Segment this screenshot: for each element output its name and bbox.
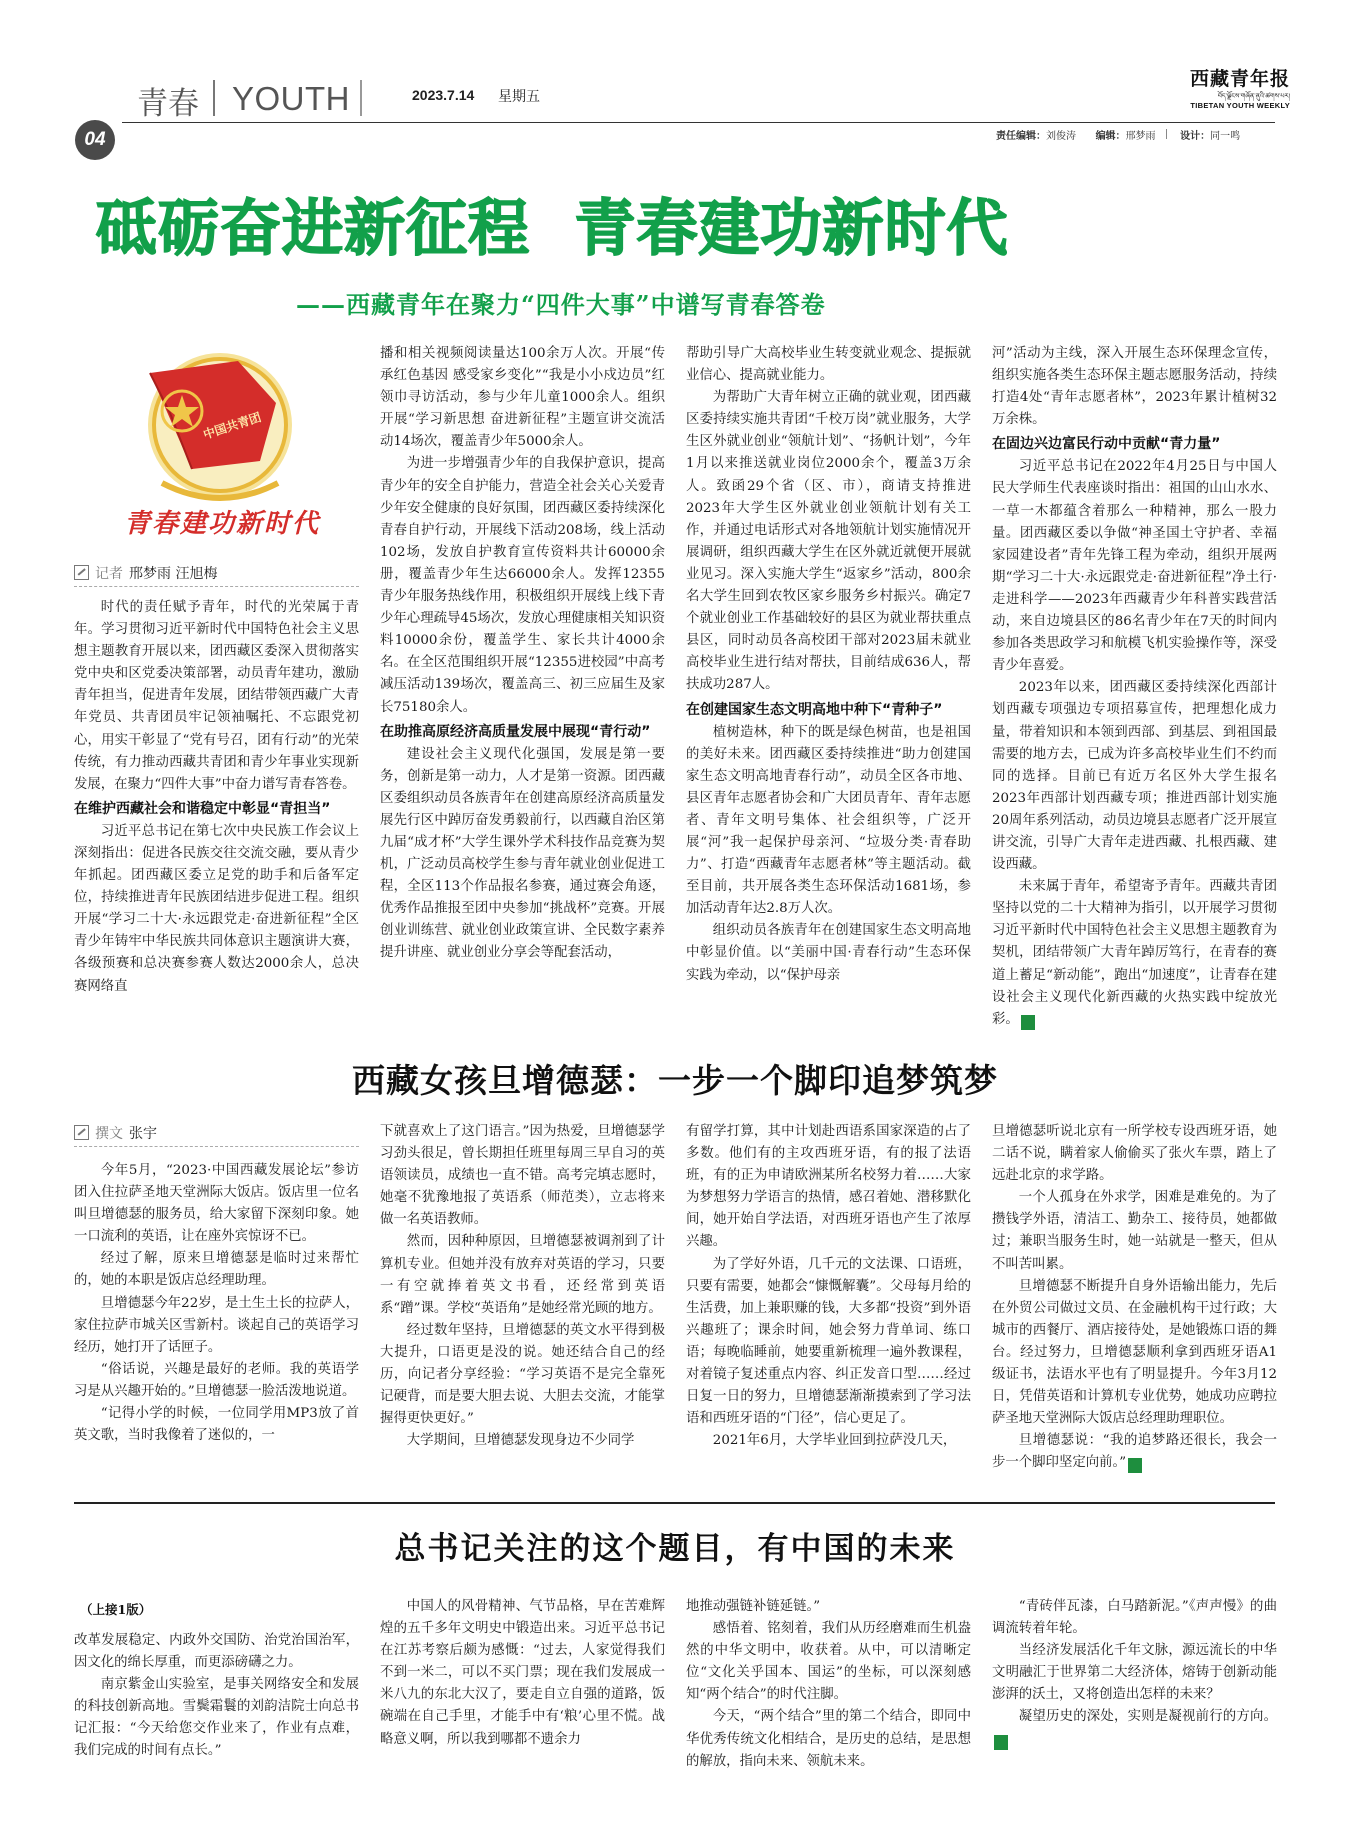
paragraph <box>992 1430 1277 1474</box>
article2-column-4 <box>992 1121 1277 1491</box>
paragraph-text: 旦增德瑟说：“我的追梦路还很长，我会一步一个脚印坚定向前。” <box>992 1433 1277 1471</box>
paragraph-text: 凝望历史的深处，实则是凝视前行的方向。 <box>1018 1709 1277 1725</box>
header-rule <box>122 122 1275 123</box>
paragraph-text: 大学期间，旦增德瑟发现身边不少同学 <box>406 1433 635 1449</box>
credit-name: 同一鸣 <box>1210 131 1241 142</box>
article1-headline: 砥砺奋进新征程 青春建功新时代 <box>96 193 1009 264</box>
paragraph <box>992 456 1277 677</box>
paragraph-text: 在维护西藏社会和谐稳定中彰显“青担当” <box>74 800 331 817</box>
paragraph-text: 有留学打算，其中计划赴西语系国家深造的占了多数。他们有的主攻西班牙语，有的报了法语班，有的正为申请欧洲某所名校努力着……大家为梦想努力学语言的热情，感召着她、潜移默化间，她开始自学法语，对西班牙语也产生了浓厚兴趣。 <box>686 1124 971 1250</box>
paragraph-text: 旦增德瑟听说北京有一所学校专设西班牙语，她二话不说，瞒着家人偷偷买了张火车票，踏上了远赴北京的求学路。 <box>992 1124 1277 1184</box>
paragraph-text: 播和相关视频阅读量达100余万人次。开展“传承红色基因 感受家乡变化”“我是小小戍边员”红领巾寻访活动，参与少年儿童1000余人。组织开展“学习新思想 奋进新征程”主题宣讲交流活动14场次，覆盖青少年5000余人。 <box>380 346 665 450</box>
paragraph <box>992 1187 1277 1275</box>
paragraph <box>686 1618 971 1706</box>
paragraph-text: 南京紫金山实验室，是事关网络安全和发展的科技创新高地。雪鬓霜鬟的刘韵洁院士向总书记汇报：“今天给您交作业来了，作业有点难，我们完成的时间有点长。” <box>74 1677 359 1759</box>
article2-byline <box>74 1123 157 1143</box>
paragraph-text: 未来属于青年，希望寄予青年。西藏共青团坚持以党的二十大精神为指引，以开展学习贯彻习近平新时代中国特色社会主义思想主题教育为契机，团结带领广大青年踔厉笃行，在青春的赛道上蓄足“新动能”，跑出“加速度”，让青春在建设社会主义现代化新西藏的火热实践中绽放光彩。 <box>992 879 1277 1027</box>
credit-label: 责任编辑： <box>996 131 1046 142</box>
page-header <box>0 0 1350 160</box>
article3-column-3 <box>686 1596 971 1810</box>
paragraph-text: 植树造林，种下的既是绿色树苗，也是祖国的美好未来。团西藏区委持续推进“助力创建国家生态文明高地青春行动”，动员全区各市地、县区青年志愿者协会和广大团员青年、青年志愿者、青年文明号集体、社会组织等，广泛开展“河”我一起保护母亲河、“垃圾分类·青春助力”、打造“西藏青年志愿者林”等主题活动。截至目前，共开展各类生态环保活动1681场，参加活动青年达2.8万人次。 <box>686 724 971 917</box>
issue-weekday: 星期五 <box>498 88 540 104</box>
paragraph <box>686 1254 971 1431</box>
subheading <box>74 799 359 819</box>
byline-divider <box>74 586 359 587</box>
paragraph <box>74 1293 359 1359</box>
paragraph <box>686 387 971 696</box>
paper-name-en: TIBETAN YOUTH WEEKLY <box>1190 101 1290 110</box>
paragraph-text: 时代的责任赋予青年，时代的光荣属于青年。学习贯彻习近平新时代中国特色社会主义思想主题教育开展以来，团西藏区委深入贯彻落实党中央和区党委决策部署，动员青年建功，激励青年担当，促进青年发展，团结带领西藏广大青年党员、共青团员牢记领袖嘱托、不忘跟党初心，用实干彰显了“党有号召，团有行动”的光荣传统，有力推动西藏共青团和青少年事业实现新发展，在聚力“四件大事”中奋力谱写青春答卷。 <box>74 600 359 792</box>
section-rule <box>74 1502 1275 1504</box>
paragraph-text: 当经济发展活化千年文脉，源远流长的中华文明融汇于世界第二大经济体，熔铸于创新动能澎湃的沃土，又将创造出怎样的未来？ <box>992 1643 1277 1703</box>
article1-column-4 <box>992 343 1277 1033</box>
paragraph <box>74 1674 359 1762</box>
editor-credits <box>996 127 1240 142</box>
paragraph <box>686 1430 971 1452</box>
paragraph <box>380 1121 665 1231</box>
paragraph-text: “俗话说，兴趣是最好的老师。我的英语学习是从兴趣开始的。”旦增德瑟一脸活泼地说道。 <box>74 1361 359 1399</box>
paragraph-text: 组织动员各族青年在创建国家生态文明高地中彰显价值。以“美丽中国·青春行动”生态环保实践为牵动，以“保护母亲 <box>686 923 971 983</box>
paragraph <box>380 1430 665 1452</box>
paragraph <box>992 1706 1277 1750</box>
credit-label: 编辑： <box>1095 131 1126 142</box>
byline-names: 张宇 <box>129 1126 157 1142</box>
masthead <box>1160 64 1290 110</box>
paragraph-text: 旦增德瑟不断提升自身外语输出能力，先后在外贸公司做过文员、在金融机构干过行政；大城市的西餐厅、酒店接待处，是她锻炼口语的舞台。经过努力，旦增德瑟顺利拿到西班牙语A1级证书，法语水平也有了明显提升。今年3月12日，凭借英语和计算机专业优势，她成功应聘拉萨圣地天堂洲际大饭店总经理助理职位。 <box>992 1278 1277 1427</box>
paragraph-text: 一个人孤身在外求学，困难是难免的。为了攒钱学外语，清洁工、勤杂工、接待员，她都做过；兼职当服务生时，她一站就是一整天，但从不叫苦叫累。 <box>992 1190 1277 1272</box>
paragraph <box>992 1121 1277 1187</box>
paragraph <box>686 343 971 387</box>
paragraph <box>74 1248 359 1292</box>
paragraph-text: “记得小学的时候，一位同学用MP3放了首英文歌，当时我像着了迷似的，一 <box>74 1406 359 1444</box>
end-mark-icon: ⚑ <box>1128 1458 1142 1473</box>
paragraph-text: 习近平总书记在2022年4月25日与中国人民大学师生代表座谈时指出：祖国的山山水水、一草一木都蕴含着那么一种精神，那么一股力量。团西藏区委以争做“神圣国土守护者、幸福家园建设者”青年先锋工程为牵动，组织开展两期“学习二十大·永远跟党走·奋进新征程”净土行·走进科学——2023年西藏青少年科普实践营活动，来自边境县区的86名青少年在7天的时间内参加各类思政学习和航模飞机实验操作等，深受青少年喜爱。 <box>992 459 1277 674</box>
paragraph <box>992 876 1277 1031</box>
paragraph-text: 然而，因种种原因，旦增德瑟被调剂到了计算机专业。但她并没有放弃对英语的学习，只要一有空就捧着英文书看，还经常到英语系“蹭”课。学校“英语角”是她经常光顾的地方。 <box>380 1234 665 1316</box>
section-divider-right <box>360 80 362 116</box>
paragraph <box>686 1596 971 1618</box>
logo-caption: 青春建功新时代 <box>124 509 321 539</box>
paragraph <box>686 920 971 986</box>
paragraph-text: 在创建国家生态文明高地中种下“青种子” <box>686 701 943 718</box>
article1-column-2 <box>380 343 665 1033</box>
section-divider <box>213 80 215 116</box>
paragraph-text: 今年5月，“2023·中国西藏发展论坛”参访团入住拉萨圣地天堂洲际大饭店。饭店里一位名叫旦增德瑟的服务员，给大家留下深刻印象。她一口流利的英语，让在座外宾惊讶不已。 <box>74 1163 359 1245</box>
paragraph <box>74 821 359 998</box>
issue-date: 2023.7.14 <box>412 87 475 103</box>
paragraph-text: 感悟着、铭刻着，我们从历经磨难而生机盎然的中华文明中，收获着。从中，可以清晰定位“文化关乎国本、国运”的坐标，可以深刻感知“两个结合”的时代注脚。 <box>686 1621 971 1703</box>
paragraph-text: 为进一步增强青少年的自我保护意识，提高青少年的安全自护能力，营造全社会关心关爱青少年安全健康的良好氛围，团西藏区委持续深化青春自护行动，开展线下活动208场，线上活动102场，发放自护教育宣传资料共计60000余册，覆盖青少年生达66000余人。发挥12355青少年服务热线作用，积极组织开展线上线下青少年心理疏导45场次，发放心理健康相关知识资料10000余份，覆盖学生、家长共计4000余名。在全区范围组织开展“12355进校园”中高考减压活动139场次，覆盖高三、初三应届生及家长75180余人。 <box>380 456 665 715</box>
subheading <box>992 434 1277 454</box>
paragraph <box>992 677 1277 876</box>
paragraph-text: 今天，“两个结合”里的第二个结合，即同中华优秀传统文化相结合，是历史的总结，是思想的解放，指向未来、领航未来。 <box>686 1709 971 1769</box>
article2-headline: 西藏女孩旦增德瑟：一步一个脚印追梦筑梦 <box>352 1061 998 1100</box>
paragraph-text: 2023年以来，团西藏区委持续深化西部计划西藏专项强边专项招募宣传，把理想化成力量，带着知识和本领到西部、到基层、到祖国最需要的地方去，已成为许多高校毕业生们不约而同的选择。目前已有近万名区外大学生报名2023年西部计划西藏专项；推进西部计划实施20周年系列活动，动员边境县志愿者广泛开展宣讲交流，引导广大青年走进西藏、扎根西藏、建设西藏。 <box>992 680 1277 873</box>
paragraph-text: 中国人的风骨精神、气节品格，早在苦难辉煌的五千多年文明史中锻造出来。习近平总书记在江苏考察后颇为感慨：“过去，人家觉得我们不到一米二，可以不买门票；现在我们发展成一米八九的东北大汉了，要走自立自强的道路，饭碗端在自己手里，才能手中有‘粮’心里不慌。战略意义啊，所以我到哪都不遗余力 <box>380 1599 665 1747</box>
paragraph <box>380 1320 665 1430</box>
paragraph <box>74 1160 359 1248</box>
paragraph <box>686 1121 971 1254</box>
paragraph-text: 帮助引导广大高校毕业生转变就业观念、提振就业信心、提高就业能力。 <box>686 346 971 384</box>
paragraph-text: 地推动强链补链延链。” <box>686 1599 821 1614</box>
paragraph-text: 习近平总书记在第七次中央民族工作会议上深刻指出：促进各民族交往交流交融，要从青少年抓起。团西藏区委立足党的助手和后备军定位，持续推进青年民族团结进步促进工程。组织开展“学习二十大·永远跟党走·奋进新征程”全区青少年铸牢中华民族共同体意识主题演讲大赛，各级预赛和总决赛参赛人数达2000余人，总决赛网络直 <box>74 823 359 994</box>
article1-byline <box>74 563 217 583</box>
subheading <box>686 700 971 720</box>
continuation-note: （上接1版） <box>80 1602 152 1617</box>
credit-name: 刘俊涛 <box>1046 131 1076 142</box>
paragraph-text: “青砖伴瓦漆，白马踏新泥。”《声声慢》的曲调流转着年轮。 <box>992 1599 1277 1637</box>
end-mark-icon: ⚑ <box>1021 1015 1035 1030</box>
end-mark-icon: ⚑ <box>994 1735 1008 1750</box>
paragraph <box>380 744 665 965</box>
byline-divider <box>74 1146 359 1147</box>
byline-names: 邢梦雨 汪旭梅 <box>129 566 218 582</box>
section-label-en: YOUTH <box>232 80 350 117</box>
paragraph <box>380 343 665 453</box>
pen-icon <box>74 565 89 580</box>
article1-column-3 <box>686 343 971 1033</box>
article3-column-1 <box>74 1630 359 1810</box>
paragraph-text: 改革发展稳定、内政外交国防、治党治国治军，因文化的绵长厚重，而更添磅礴之力。 <box>74 1633 359 1671</box>
paragraph <box>686 722 971 921</box>
paragraph <box>992 1596 1277 1640</box>
paragraph-text: 河”活动为主线，深入开展生态环保理念宣传，组织实施各类生态环保主题志愿服务活动，持续打造4处“青年志愿者林”，2023年累计植树32万余株。 <box>992 346 1277 428</box>
paragraph-text: 为了学好外语，几千元的文法课、口语班，只要有需要，她都会“慷慨解囊”。父母每月给的生活费，加上兼职赚的钱，大多都“投资”到外语兴趣班了；课余时间，她会努力背单词、练口语；每晚临睡前，她要重新梳理一遍外教课程，对着镜子复述重点内容、纠正发音口型……经过日复一日的努力，旦增德瑟渐渐摸索到了学习法语和西班牙语的“门径”，信心更足了。 <box>686 1256 971 1427</box>
article3-column-4 <box>992 1596 1277 1810</box>
article2-column-2 <box>380 1121 665 1491</box>
paragraph-text: 在助推高原经济高质量发展中展现“青行动” <box>380 723 651 740</box>
paragraph <box>380 1596 665 1751</box>
byline-tag: 撰文 <box>95 1126 123 1142</box>
paragraph-text: 经过数年坚持，旦增德瑟的英文水平得到极大提升，口语更是没的说。她还结合自己的经历，向记者分享经验：“学习英语不是完全靠死记硬背，而是要大胆去说、大胆去交流，才能掌握得更快更好。” <box>380 1322 665 1427</box>
paper-name-cn: 西藏青年报 <box>1189 68 1290 90</box>
section-label-cn: 青春 <box>137 86 199 121</box>
paper-name-tibetan: བོད་ལྗོངས་གཞོན་ནུའི་ཚགས་པར། <box>1217 92 1290 100</box>
paragraph <box>74 597 359 796</box>
youth-league-logo <box>110 343 330 543</box>
paragraph <box>74 1630 359 1674</box>
article1-column-1 <box>74 597 359 1033</box>
article2-column-3 <box>686 1121 971 1491</box>
byline-tag: 记者 <box>95 566 123 582</box>
paragraph <box>992 343 1277 431</box>
paragraph-text: 经过了解，原来旦增德瑟是临时过来帮忙的，她的本职是饭店总经理助理。 <box>74 1251 359 1289</box>
paragraph-text: 建设社会主义现代化强国，发展是第一要务，创新是第一动力，人才是第一资源。团西藏区委组织动员各族青年在创建高原经济高质量发展先行区中踔厉奋发勇毅前行，以西藏自治区第九届“成才杯”大学生课外学术科技作品竞赛为契机，广泛动员高校学生参与青年就业创业促进工程，全区113个作品报名参赛，通过赛会角逐，优秀作品推报至团中央参加“挑战杯”竞赛。开展创业训练营、就业创业政策宣讲、全民数字素养提升讲座、就业创业分享会等配套活动， <box>380 746 665 961</box>
paragraph-text: 在固边兴边富民行动中贡献“青力量” <box>992 436 1221 453</box>
credit-label: 设计： <box>1180 131 1211 142</box>
page-number: 04 <box>84 129 106 150</box>
paragraph <box>380 453 665 718</box>
article2-column-1 <box>74 1160 359 1490</box>
paragraph-text: 2021年6月，大学毕业回到拉萨没几天， <box>712 1433 957 1449</box>
article1-subheadline: ——西藏青年在聚力“四件大事”中谱写青春答卷 <box>296 290 826 319</box>
subheading <box>380 722 665 742</box>
paragraph <box>992 1276 1277 1431</box>
paragraph-text: 下就喜欢上了这门语言。”因为热爱，旦增德瑟学习劲头很足，曾长期担任班里每周三早自习的英语领读员，成绩也一直不错。高考完填志愿时，她毫不犹豫地报了英语系（师范类），立志将来做一名英语教师。 <box>380 1124 665 1228</box>
paragraph <box>74 1359 359 1403</box>
paragraph <box>686 1706 971 1772</box>
logo-emblem-text: 中国共青团 <box>201 410 263 442</box>
pen-icon <box>74 1125 89 1140</box>
paragraph <box>992 1640 1277 1706</box>
paragraph <box>74 1403 359 1447</box>
paragraph <box>380 1231 665 1319</box>
article3-column-2 <box>380 1596 665 1810</box>
article3-headline: 总书记关注的这个题目，有中国的未来 <box>394 1531 956 1567</box>
paragraph-text: 旦增德瑟今年22岁，是土生土长的拉萨人，家住拉萨市城关区雪新村。谈起自己的英语学习经历，她打开了话匣子。 <box>74 1295 359 1355</box>
paragraph-text: 为帮助广大青年树立正确的就业观，团西藏区委持续实施共青团“千校万岗”就业服务，大学生区外就业创业“领航计划”、“扬帆计划”，今年1月以来推送就业岗位2000余个，覆盖3万余人。致函29个省（区、市），商请支持推进2023年大学生区外就业创业领航计划有关工作，并通过电话形式对各地领航计划实施情况开展调研，组织西藏大学生在区外就近就便开展就业见习。深入实施大学生“返家乡”活动，800余名大学生回到农牧区家乡服务乡村振兴。确定7个就业创业工作基础较好的县区为就业帮扶重点县区，同时动员各高校团干部对2023届未就业高校毕业生进行结对帮扶，目前结成636人，帮扶成功287人。 <box>686 390 971 693</box>
credit-name: 邢梦雨 <box>1125 131 1156 142</box>
